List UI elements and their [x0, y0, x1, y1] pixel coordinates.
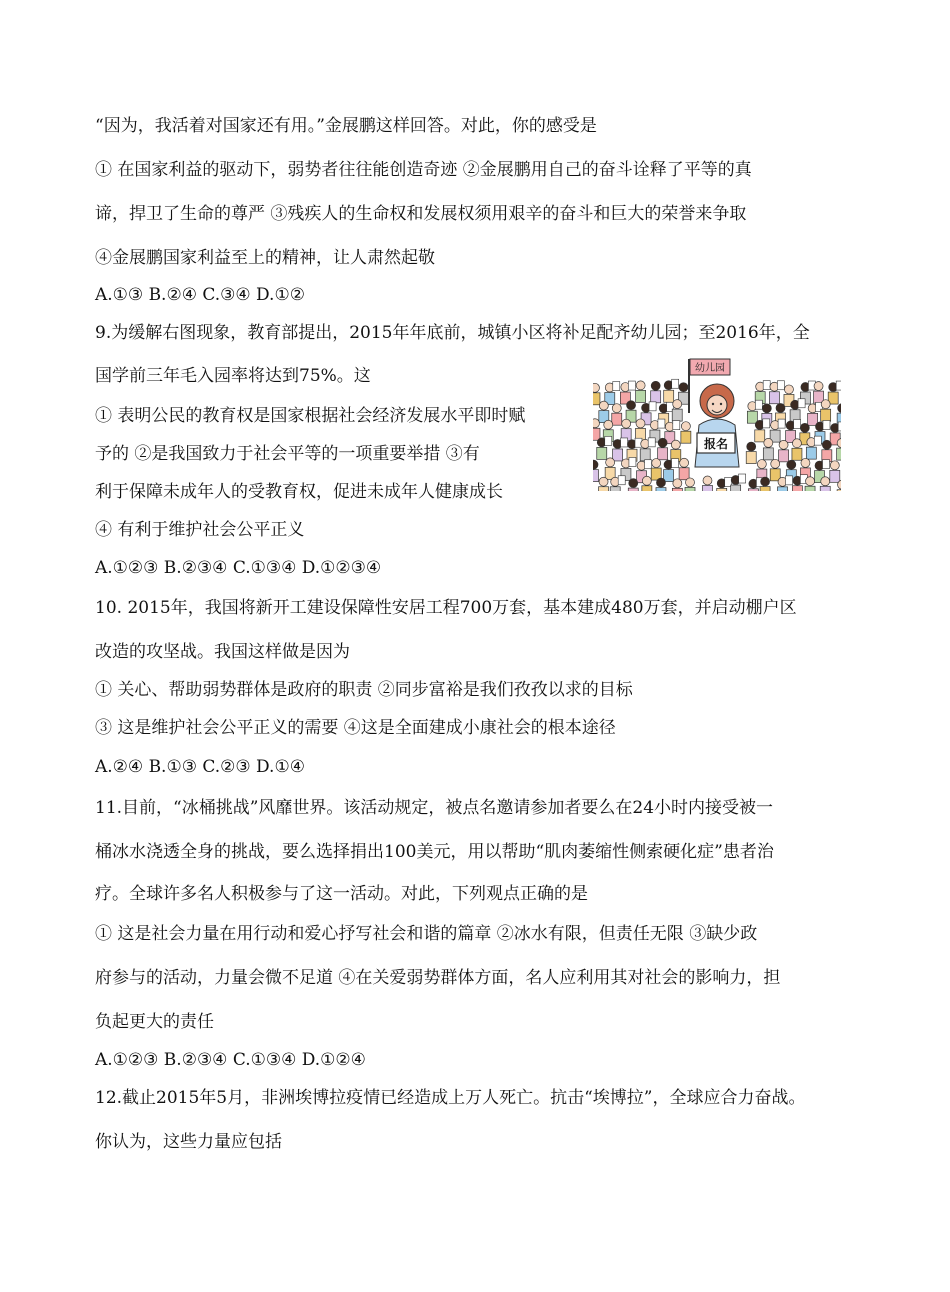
crowd-person-head	[747, 442, 756, 451]
crowd-paper	[763, 381, 770, 390]
sign-label: 报名	[703, 437, 729, 451]
crowd-person-body	[702, 485, 712, 491]
crowd-person-body	[642, 486, 652, 491]
crowd-paper	[605, 436, 612, 445]
crowd-person-head	[800, 423, 809, 432]
crowd-person-head	[652, 459, 661, 468]
crowd-person-body	[747, 411, 757, 423]
crowd-person-body	[792, 486, 802, 491]
crowd-person-body	[610, 487, 620, 491]
crowd-paper	[786, 476, 793, 485]
crowd-person-body	[597, 447, 607, 459]
crowd-person-body	[593, 470, 599, 482]
question-10-line-2: 改造的攻坚战。我国这样做是因为	[95, 642, 350, 662]
crowd-person-body	[672, 409, 682, 421]
crowd-paper	[777, 381, 784, 390]
crowd-paper	[739, 474, 746, 483]
crowd-person-head	[593, 419, 599, 428]
crowd-person-head	[821, 477, 830, 486]
crowd-person-body	[808, 413, 818, 425]
question-12-line-1: 12.截止2015年5月，非洲埃博拉疫情已经造成上万人死亡。抗击“埃博拉”，全球应合力奋战。	[95, 1088, 806, 1108]
question-11-line-4: ① 这是社会力量在用行动和爱心抒写社会和谐的篇章 ②冰水有限，但责任无限 ③缺少政	[95, 924, 758, 944]
question-9-line-6: ④ 有利于维护社会公平正义	[95, 520, 305, 540]
crowd-person-head	[636, 381, 645, 390]
crowd-person-head	[680, 458, 689, 467]
flag-label: 幼儿园	[695, 363, 725, 374]
crowd-paper	[613, 382, 620, 391]
crowd-paper	[621, 438, 628, 447]
crowd-person-head	[801, 458, 810, 467]
crowd-person-head	[681, 422, 690, 431]
crowd-person-head	[757, 460, 766, 469]
crowd-person-head	[686, 478, 695, 487]
question-9-line-4: 予的 ②是我国致力于社会平等的一项重要举措 ③有	[95, 444, 480, 464]
question-9-line-3: ① 表明公民的教育权是国家根据社会经济发展水平即时赋	[95, 406, 526, 426]
crowd-person-head	[806, 477, 815, 486]
crowd-person-body	[651, 391, 661, 403]
crowd-person-head	[629, 479, 638, 488]
crowd-person-body	[664, 390, 674, 402]
crowd-person-body	[760, 487, 770, 491]
crowd-person-head	[656, 478, 665, 487]
crowd-paper	[658, 419, 665, 428]
crowd-person-head	[673, 479, 682, 488]
crowd-person-head	[604, 420, 613, 429]
question-10-line-4: ③ 这是维护社会公平正义的需要 ④这是全面建成小康社会的根本途径	[95, 718, 616, 738]
answer-options-q10: A.②④ B.①③ C.②③ D.①④	[95, 757, 305, 777]
crowd-person-body	[820, 486, 830, 491]
crowd-person-head	[779, 440, 788, 449]
crowd-person-head	[612, 404, 621, 413]
crowd-person-body	[612, 413, 622, 425]
text-line-3: 谛，捍卫了生命的尊严 ③残疾人的生命权和发展权须用艰辛的奋斗和巨大的荣誉来争取	[95, 204, 747, 224]
crowd-person-head	[814, 382, 823, 391]
crowd-person-body	[769, 392, 779, 404]
crowd-person-head	[651, 381, 660, 390]
question-11-line-2: 桶冰水浇透全身的挑战，要么选择捐出100美元，用以帮助“肌肉萎缩性侧索硬化症”患者治	[95, 842, 774, 862]
crowd-person-head	[821, 400, 830, 409]
question-9-line-1: 9.为缓解右图现象，教育部提出，2015年年底前，城镇小区将补足配齐幼儿园；至2016年，全	[95, 323, 810, 343]
crowd-person-head	[671, 440, 680, 449]
answer-options-q8: A.①③ B.②④ C.③④ D.①②	[95, 285, 305, 305]
crowd-person-body	[746, 452, 756, 464]
question-10-line-1: 10. 2015年，我国将新开工建设保障性安居工程700万套，基本建成480万套，并启动棚户区	[95, 598, 797, 618]
crowd-paper	[649, 402, 656, 411]
crowd-paper	[823, 460, 830, 469]
crowd-person-body	[593, 393, 600, 405]
crowd-person-head	[771, 459, 780, 468]
crowd-person-body	[636, 390, 646, 402]
crowd-person-head	[784, 385, 793, 394]
crowd-paper	[823, 421, 830, 430]
crowd-person-body	[599, 487, 609, 491]
crowd-person-body	[613, 449, 623, 461]
crowd-person-body	[821, 409, 831, 421]
crowd-paper	[794, 419, 801, 428]
crowd-person-body	[779, 450, 789, 462]
question-11-line-1: 11.目前，“冰桶挑战”风靡世界。该活动规定，被点名邀请参加者要么在24小时内接受被一	[95, 798, 774, 818]
crowd-person-body	[778, 487, 788, 491]
crowd-person-body	[748, 489, 758, 491]
crowd-paper	[798, 399, 805, 408]
question-11-line-6: 负起更大的责任	[95, 1012, 214, 1032]
crowd-person-body	[731, 485, 741, 491]
crowd-person-head	[822, 440, 831, 449]
answer-options-q11: A.①②③ B.②③④ C.①③④ D.①②④	[95, 1050, 366, 1070]
question-11-line-5: 府参与的活动，力量会微不足道 ④在关爱弱势群体方面，名人应利用其对社会的影响力，担	[95, 968, 781, 988]
crowd-person-body	[837, 448, 841, 460]
crowd-person-body	[806, 447, 816, 459]
crowd-person-body	[656, 488, 666, 491]
crowd-person-body	[681, 431, 691, 443]
crowd-person-body	[830, 470, 840, 482]
crowd-person-body	[837, 490, 841, 491]
crowd-paper	[836, 381, 841, 390]
crowd-person-head	[679, 383, 688, 392]
crowd-person-body	[628, 488, 638, 491]
crowd-person-head	[599, 401, 608, 410]
crowd-illustration	[593, 355, 841, 491]
crowd-person-head	[673, 400, 682, 409]
text-line-1: “因为，我活着对国家还有用。”金展鹏这样回答。对此，你的感受是	[95, 116, 597, 136]
crowd-person-head	[787, 460, 796, 469]
crowd-person-body	[679, 468, 689, 480]
crowd-paper	[672, 459, 679, 468]
crowd-person-head	[622, 419, 631, 428]
crowd-person-body	[685, 487, 695, 491]
crowd-paper	[763, 419, 770, 428]
crowd-person-head	[599, 477, 608, 486]
text-line-4: ④金展鹏国家利益至上的精神，让人肃然起敬	[95, 248, 435, 268]
crowd-person-head	[593, 383, 599, 392]
crowd-person-body	[792, 448, 802, 460]
question-11-line-3: 疗。全球许多名人积极参与了这一活动。对此，下列观点正确的是	[95, 884, 588, 904]
question-12-line-2: 你认为，这些力量应包括	[95, 1132, 282, 1152]
crowd-person-head	[776, 403, 785, 412]
answer-options-q9: A.①②③ B.②③④ C.①③④ D.①②③④	[95, 558, 382, 578]
question-9-line-2: 国学前三年毛入园率将达到75%。这	[95, 366, 371, 386]
crowd-paper	[628, 381, 635, 390]
crowd-paper	[672, 379, 679, 388]
crowd-paper	[673, 421, 680, 430]
crowd-person-head	[606, 458, 615, 467]
crowd-person-head	[761, 477, 770, 486]
crowd-person-body	[755, 430, 765, 442]
crowd-paper	[838, 422, 841, 431]
crowd-person-body	[717, 488, 727, 491]
text-line-2: ① 在国家利益的驱动下，弱势者往往能创造奇迹 ②金展鹏用自己的奋斗诠释了平等的真	[95, 160, 752, 180]
crowd-person-head	[703, 476, 712, 485]
crowd-paper	[755, 400, 762, 409]
crowd-paper	[629, 457, 636, 466]
crowd-person-body	[640, 449, 650, 461]
crowd-paper	[648, 438, 655, 447]
crowd-person-head	[642, 476, 651, 485]
question-10-line-3: ① 关心、帮助弱势群体是政府的职责 ②同步富裕是我们孜孜以求的目标	[95, 680, 633, 700]
crowd-person-head	[658, 438, 667, 447]
crowd-person-body	[805, 486, 815, 491]
crowd-person-body	[658, 448, 668, 460]
crowd-paper	[645, 460, 652, 469]
crowd-person-head	[830, 461, 839, 470]
crowd-person-head	[762, 404, 771, 413]
crowd-paper	[814, 436, 821, 445]
crowd-person-head	[792, 439, 801, 448]
question-9-line-5: 利于保障未成年人的受教育权，促进未成年人健康成长	[95, 482, 503, 502]
crowd-person-body	[672, 488, 682, 491]
crowd-person-head	[627, 401, 636, 410]
crowd-person-body	[664, 470, 674, 482]
crowd-person-body	[763, 448, 773, 460]
crowd-person-head	[636, 419, 645, 428]
crowd-person-head	[764, 438, 773, 447]
crowd-paper	[618, 476, 625, 485]
crowd-paper	[778, 419, 785, 428]
